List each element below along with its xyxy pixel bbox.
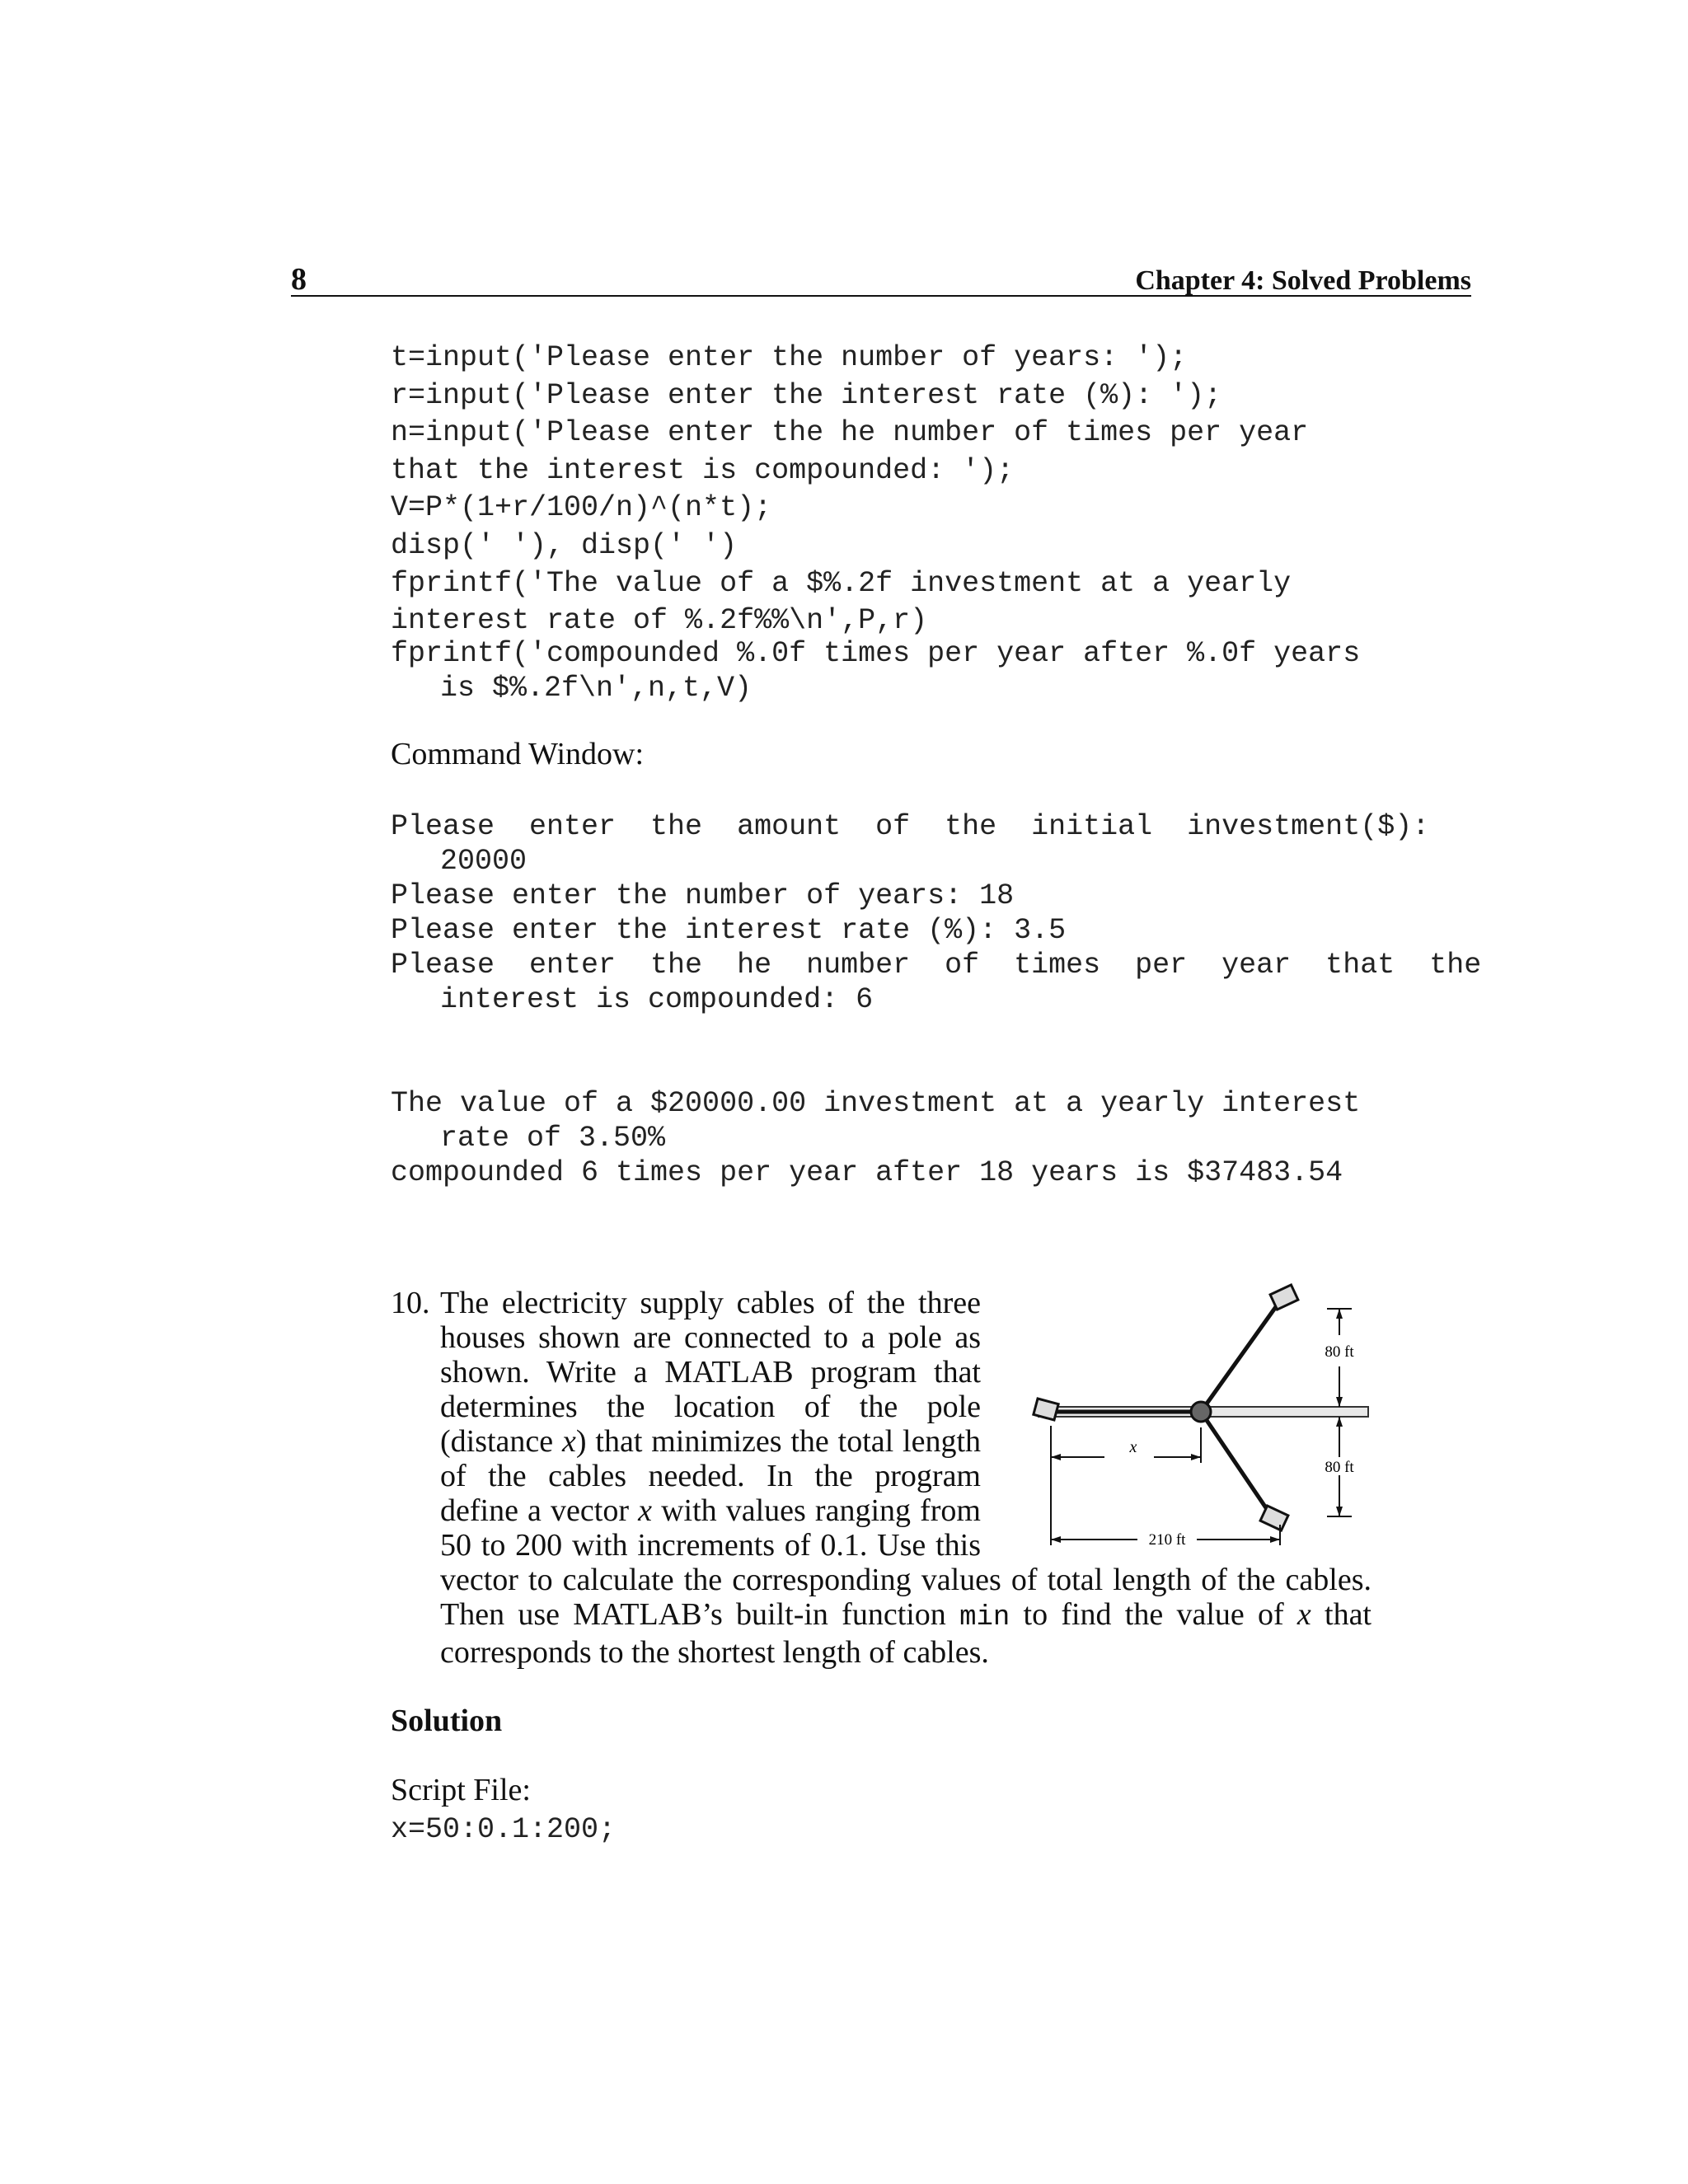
code-line: fprintf('compounded %.0f times per year after %.0f years — [391, 637, 1361, 670]
command-window-output — [391, 809, 1481, 1017]
output-line: Please enter the interest rate (%): 3.5 — [391, 914, 1067, 947]
pole — [1191, 1402, 1211, 1422]
code-line: disp(' '), disp(' ') — [391, 528, 738, 562]
problem-text-part: ) that minimizes the total length of the cables needed. In the program define a vector — [440, 1424, 982, 1528]
variable-x: x — [562, 1424, 576, 1459]
arrow-head — [1051, 1536, 1061, 1543]
cable-bottom — [1201, 1412, 1272, 1516]
code-line: t=input('Please enter the number of years: '); — [391, 341, 1188, 374]
arrow-head — [1336, 1507, 1343, 1516]
problem-text-part: to find the value of — [1010, 1597, 1297, 1632]
chapter-title: Chapter 4: Solved Problems — [1135, 265, 1471, 296]
problem-text-part: The electricity supply cables of the three houses shown are connected to a pole as shown. Write a MATLAB program that determines the location of the pole (distance — [440, 1286, 981, 1459]
output-line: interest is compounded: 6 — [440, 983, 874, 1016]
arrow-head — [1336, 1397, 1343, 1407]
command-window-result — [391, 1086, 1360, 1190]
variable-x: x — [638, 1493, 652, 1528]
house-top-icon — [1270, 1285, 1298, 1310]
solution-code — [391, 1813, 616, 1846]
arrow-head — [1051, 1454, 1061, 1460]
code-line: fprintf('The value of a $%.2f investment at a yearly — [391, 566, 1292, 600]
code-line: r=input('Please enter the interest rate (%): '); — [391, 378, 1222, 412]
dim-label-x: x — [1129, 1438, 1137, 1456]
output-line: The value of a $20000.00 investment at a yearly interest — [391, 1087, 1361, 1120]
problem-text-part: that corresponds to the shortest length of cables. — [440, 1597, 1372, 1670]
code-line: n=input('Please enter the he number of times per year — [391, 416, 1309, 450]
code-line: V=P*(1+r/100/n)^(n*t); — [391, 491, 772, 525]
function-min: min — [959, 1602, 1010, 1633]
arrow-head — [1336, 1309, 1343, 1319]
code-line: interest rate of %.2f%%\n',P,r) — [391, 604, 928, 638]
code-line: is $%.2f\n',n,t,V) — [440, 672, 753, 705]
cable-pole-figure — [1022, 1277, 1385, 1558]
script-code-fprintf — [391, 636, 1360, 705]
output-line: Please enter the amount of the initial investment($): — [391, 810, 1430, 843]
output-line: compounded 6 times per year after 18 years is $37483.54 — [391, 1156, 1343, 1189]
dim-label-top: 80 ft — [1325, 1343, 1354, 1361]
script-file-label: Script File: — [391, 1773, 531, 1807]
arrow-head — [1191, 1454, 1201, 1460]
problem-text-part: with values ranging from 50 to 200 with increments of 0.1. Use this vector to calculate the corresponding values of total length of the cables. Then use MATLAB’s built-in function — [440, 1493, 1372, 1632]
code-line: that the interest is compounded: '); — [391, 453, 1015, 487]
solution-heading: Solution — [391, 1704, 503, 1738]
house-bottom-icon — [1260, 1506, 1288, 1530]
command-window-label: Command Window: — [391, 737, 645, 771]
dim-label-total: 210 ft — [1148, 1531, 1186, 1549]
dim-label-bottom: 80 ft — [1325, 1459, 1354, 1476]
problem-number: 10. — [391, 1286, 430, 1320]
output-line: Please enter the he number of times per year that the — [391, 949, 1482, 982]
page-number: 8 — [291, 262, 307, 297]
house-left-icon — [1034, 1399, 1058, 1420]
output-line: 20000 — [440, 845, 528, 878]
code-line: x=50:0.1:200; — [391, 1813, 617, 1846]
page-header — [291, 262, 1471, 297]
cable-top — [1201, 1302, 1279, 1412]
script-code-block — [391, 340, 1308, 640]
arrow-head — [1336, 1417, 1343, 1427]
output-line: Please enter the number of years: 18 — [391, 879, 1015, 912]
output-line: rate of 3.50% — [440, 1122, 666, 1155]
arrow-head — [1270, 1536, 1280, 1543]
variable-x: x — [1296, 1597, 1311, 1632]
figure-diagram — [1022, 1277, 1385, 1558]
